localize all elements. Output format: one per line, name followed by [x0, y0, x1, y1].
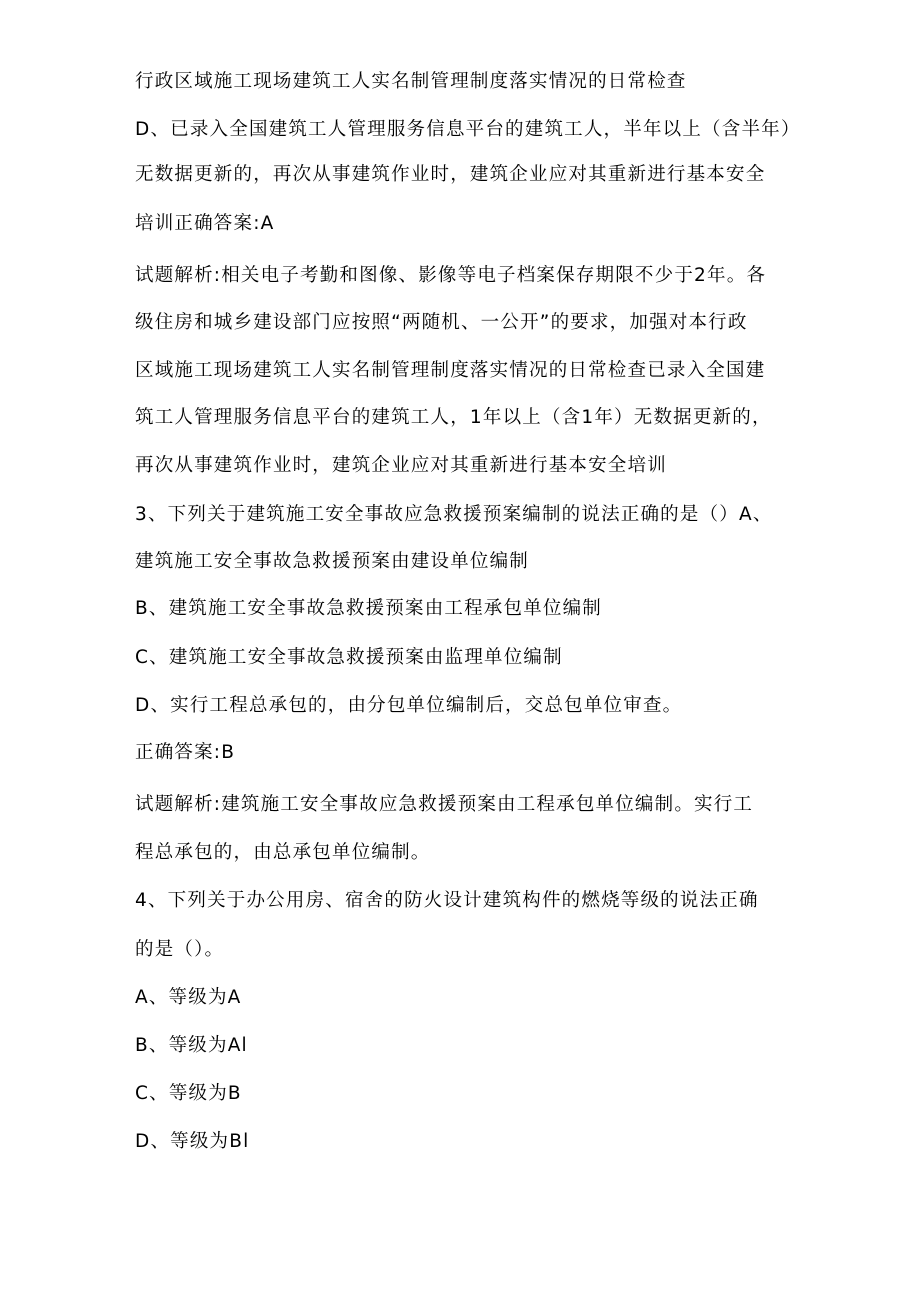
text-line: 行政区域施工现场建筑工人实名制管理制度落实情况的日常检查	[135, 71, 687, 92]
text-line: 筑工人管理服务信息平台的建筑工人，1年以上（含1年）无数据更新的，	[135, 407, 772, 428]
question-4: 4、下列关于办公用房、宿舍的防火设计建筑构件的燃烧等级的说法正确	[135, 890, 759, 911]
explanation-line: 程总承包的，由总承包单位编制。	[135, 842, 431, 863]
option-a: A、等级为A	[135, 987, 242, 1008]
option-d: D、实行工程总承包的，由分包单位编制后，交总包单位审查。	[135, 695, 683, 716]
question-3: 3、下列关于建筑施工安全事故应急救援预案编制的说法正确的是（）A、	[135, 504, 773, 525]
text-line: 无数据更新的，再次从事建筑作业时，建筑企业应对其重新进行基本安全	[135, 164, 766, 185]
text-line: 再次从事建筑作业时，建筑企业应对其重新进行基本安全培训	[135, 455, 667, 476]
option-c: C、等级为B	[135, 1083, 242, 1104]
text-line: 培训正确答案:A	[135, 213, 275, 234]
text-line: D、已录入全国建筑工人管理服务信息平台的建筑工人，半年以上（含半年）	[135, 119, 801, 140]
option-d: D、等级为Bl	[135, 1131, 250, 1152]
option-b: B、等级为Al	[135, 1035, 248, 1056]
text-line: 的是（）。	[135, 939, 225, 960]
option-c: C、建筑施工安全事故急救援预案由监理单位编制	[135, 647, 563, 668]
text-line: 区域施工现场建筑工人实名制管理制度落实情况的日常检查已录入全国建	[135, 360, 766, 381]
text-line: 试题解析:相关电子考勤和图像、影像等电子档案保存期限不少于2年。各	[135, 265, 767, 286]
answer-line: 正确答案:B	[135, 742, 236, 763]
option-b: B、建筑施工安全事故急救援预案由工程承包单位编制	[135, 598, 602, 619]
explanation-line: 试题解析:建筑施工安全事故应急救援预案由工程承包单位编制。实行工	[135, 794, 754, 815]
text-line: 级住房和城乡建设部门应按照“两随机、一公开”的要求，加强对本行政	[135, 312, 748, 333]
text-line: 建筑施工安全事故急救援预案由建设单位编制	[135, 551, 530, 572]
